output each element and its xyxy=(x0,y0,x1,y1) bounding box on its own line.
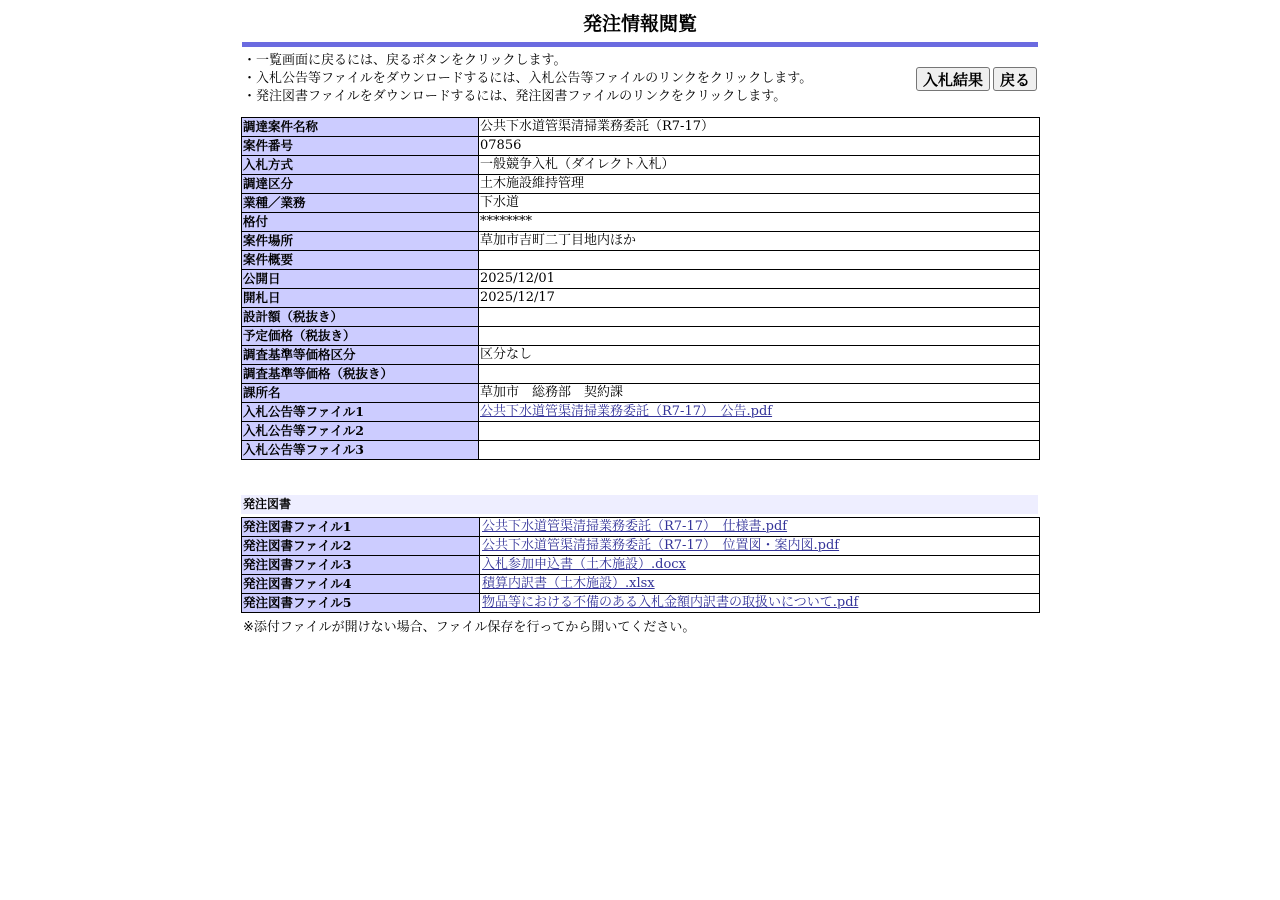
info-row xyxy=(242,118,1040,137)
instruction-line: ・発注図書ファイルをダウンロードするには、発注図書ファイルのリンクをクリックします。 xyxy=(243,89,787,104)
docs-table xyxy=(241,517,1040,613)
instructions-area xyxy=(241,47,1039,109)
info-label: 入札公告等ファイル3 xyxy=(242,441,479,460)
info-label: 公開日 xyxy=(242,270,479,289)
info-label: 格付 xyxy=(242,213,479,232)
info-value: 2025/12/17 xyxy=(479,289,1040,308)
doc-row xyxy=(242,518,1040,537)
doc-file-link[interactable]: 公共下水道管渠清掃業務委託（R7-17） 仕様書.pdf xyxy=(482,519,788,534)
info-label: 入札公告等ファイル1 xyxy=(242,403,479,422)
info-value: 草加市吉町二丁目地内ほか xyxy=(479,232,1040,251)
page-title: 発注情報閲覧 xyxy=(582,13,697,35)
info-row xyxy=(242,194,1040,213)
info-label: 業種／業務 xyxy=(242,194,479,213)
info-row xyxy=(242,289,1040,308)
info-label: 入札方式 xyxy=(242,156,479,175)
info-value: 草加市 総務部 契約課 xyxy=(479,384,1040,403)
doc-row xyxy=(242,556,1040,575)
info-value: 07856 xyxy=(479,137,1040,156)
info-value: 公共下水道管渠清掃業務委託（R7-17） xyxy=(479,118,1040,137)
bid-results-button[interactable]: 入札結果 xyxy=(916,67,990,91)
info-label: 調査基準等価格区分 xyxy=(242,346,479,365)
notice-file-link[interactable]: 公共下水道管渠清掃業務委託（R7-17） 公告.pdf xyxy=(480,404,773,419)
info-row xyxy=(242,384,1040,403)
info-value xyxy=(479,327,1040,346)
doc-value xyxy=(480,518,1040,537)
info-value: 下水道 xyxy=(479,194,1040,213)
instructions-list xyxy=(243,52,812,106)
info-row xyxy=(242,251,1040,270)
doc-row xyxy=(242,594,1040,613)
info-row xyxy=(242,308,1040,327)
info-row xyxy=(242,270,1040,289)
info-row xyxy=(242,137,1040,156)
doc-row xyxy=(242,575,1040,594)
info-row xyxy=(242,175,1040,194)
info-label: 調達案件名称 xyxy=(242,118,479,137)
page-container xyxy=(241,0,1039,635)
attachment-note: ※添付ファイルが開けない場合、ファイル保存を行ってから開いてください。 xyxy=(243,620,696,635)
info-value: 区分なし xyxy=(479,346,1040,365)
doc-value xyxy=(480,556,1040,575)
doc-file-link[interactable]: 物品等における不備のある入札金額内訳書の取扱いについて.pdf xyxy=(482,595,859,610)
info-label: 案件概要 xyxy=(242,251,479,270)
info-label: 課所名 xyxy=(242,384,479,403)
info-row xyxy=(242,441,1040,460)
info-row xyxy=(242,365,1040,384)
instruction-line: ・入札公告等ファイルをダウンロードするには、入札公告等ファイルのリンクをクリックします。 xyxy=(243,71,813,86)
info-row xyxy=(242,422,1040,441)
info-value xyxy=(479,403,1040,422)
info-row xyxy=(242,327,1040,346)
info-row xyxy=(242,403,1040,422)
doc-row xyxy=(242,537,1040,556)
doc-file-link[interactable]: 公共下水道管渠清掃業務委託（R7-17） 位置図・案内図.pdf xyxy=(482,538,840,553)
info-row xyxy=(242,232,1040,251)
info-label: 入札公告等ファイル2 xyxy=(242,422,479,441)
info-label: 予定価格（税抜き） xyxy=(242,327,479,346)
info-value: ******** xyxy=(479,213,1040,232)
doc-value xyxy=(480,537,1040,556)
info-label: 調達区分 xyxy=(242,175,479,194)
doc-file-link[interactable]: 積算内訳書（土木施設）.xlsx xyxy=(482,576,655,591)
info-row xyxy=(242,156,1040,175)
doc-label: 発注図書ファイル5 xyxy=(242,594,480,613)
doc-label: 発注図書ファイル3 xyxy=(242,556,480,575)
info-value: 2025/12/01 xyxy=(479,270,1040,289)
info-label: 調査基準等価格（税抜き） xyxy=(242,365,479,384)
doc-value xyxy=(480,575,1040,594)
back-button[interactable]: 戻る xyxy=(993,67,1037,91)
info-label: 案件番号 xyxy=(242,137,479,156)
action-buttons xyxy=(916,67,1037,91)
doc-label: 発注図書ファイル1 xyxy=(242,518,480,537)
doc-value xyxy=(480,594,1040,613)
info-row xyxy=(242,346,1040,365)
info-label: 開札日 xyxy=(242,289,479,308)
info-value xyxy=(479,422,1040,441)
instruction-line: ・一覧画面に戻るには、戻るボタンをクリックします。 xyxy=(243,53,567,68)
order-info-table xyxy=(241,117,1040,460)
info-value: 一般競争入札（ダイレクト入札） xyxy=(479,156,1040,175)
info-value: 土木施設維持管理 xyxy=(479,175,1040,194)
info-value xyxy=(479,251,1040,270)
info-label: 案件場所 xyxy=(242,232,479,251)
info-row xyxy=(242,213,1040,232)
doc-label: 発注図書ファイル4 xyxy=(242,575,480,594)
docs-section-heading: 発注図書 xyxy=(241,495,1038,514)
info-value xyxy=(479,441,1040,460)
info-value xyxy=(479,365,1040,384)
info-value xyxy=(479,308,1040,327)
info-label: 設計額（税抜き） xyxy=(242,308,479,327)
doc-file-link[interactable]: 入札参加申込書（土木施設）.docx xyxy=(482,557,686,572)
doc-label: 発注図書ファイル2 xyxy=(242,537,480,556)
